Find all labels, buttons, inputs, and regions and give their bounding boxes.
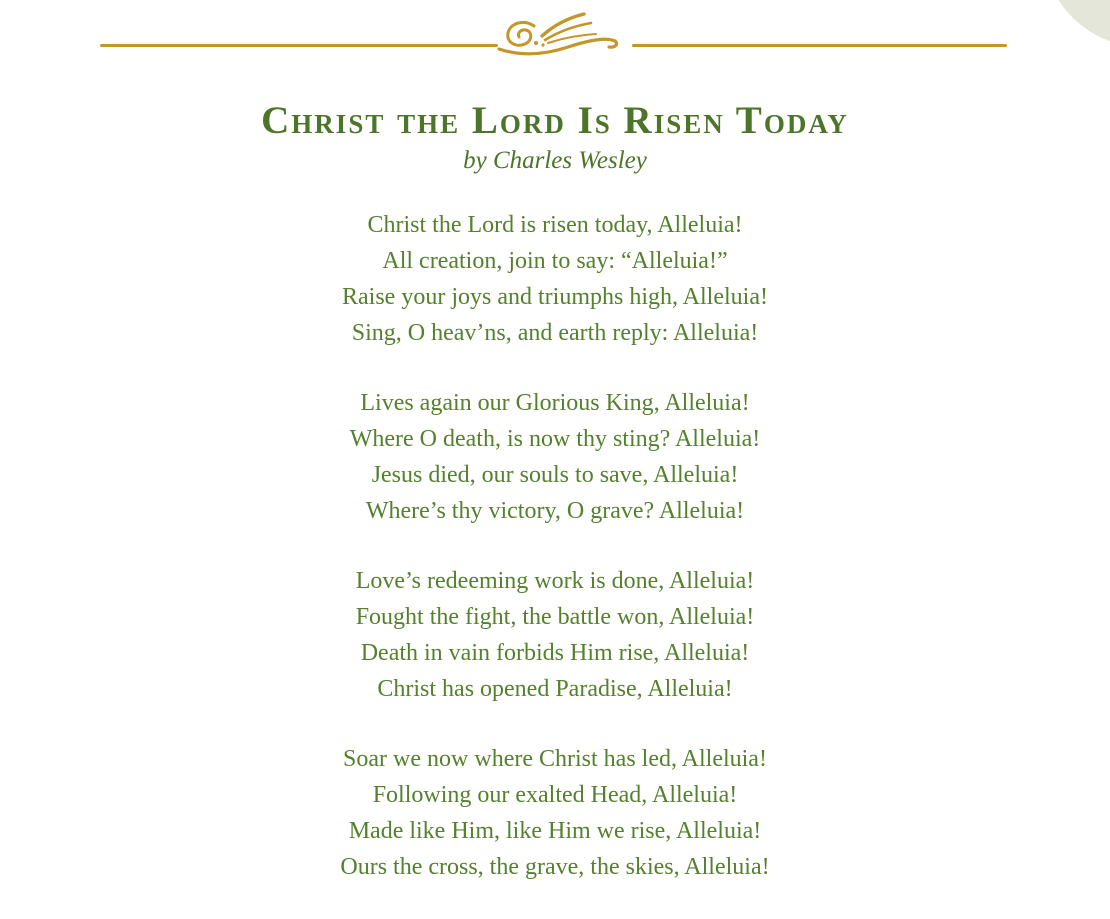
hymn-line: Christ the Lord is risen today, Alleluia! — [367, 212, 743, 238]
verse — [0, 563, 1110, 707]
verse — [0, 741, 1110, 885]
hymn-line: Love’s redeeming work is done, Alleluia! — [355, 568, 755, 594]
hymn-title: Christ the Lord Is Risen Today — [261, 99, 849, 142]
hymn-line: Death in vain forbids Him rise, Alleluia! — [360, 640, 750, 666]
hymn-line: Raise your joys and triumphs high, Alleluia! — [342, 284, 768, 310]
divider-rule-right — [632, 44, 1007, 47]
flourish-icon — [496, 10, 634, 58]
verse — [0, 207, 1110, 351]
hymn-line: Fought the fight, the battle won, Alleluia! — [355, 604, 755, 630]
hymn-line: Lives again our Glorious King, Alleluia! — [360, 390, 750, 416]
hymn-line: Where O death, is now thy sting? Alleluia! — [349, 426, 761, 452]
hymn-line: Following our exalted Head, Alleluia! — [372, 782, 738, 808]
hymn-byline: by Charles Wesley — [463, 147, 647, 174]
hymn-line: Made like Him, like Him we rise, Alleluia! — [348, 818, 762, 844]
hymn-line: All creation, join to say: “Alleluia!” — [382, 248, 728, 274]
hymn-verses — [0, 207, 1110, 919]
hymn-line: Ours the cross, the grave, the skies, Alleluia! — [340, 854, 770, 880]
hymn-line: Sing, O heav’ns, and earth reply: Alleluia! — [351, 320, 759, 346]
hymn-line: Where’s thy victory, O grave? Alleluia! — [365, 498, 745, 524]
verse — [0, 385, 1110, 529]
hymn-line: Soar we now where Christ has led, Alleluia! — [343, 746, 767, 772]
divider-rule-left — [100, 44, 498, 47]
hymn-line: Christ has opened Paradise, Alleluia! — [377, 676, 733, 702]
hymn-line: Jesus died, our souls to save, Alleluia! — [371, 462, 739, 488]
